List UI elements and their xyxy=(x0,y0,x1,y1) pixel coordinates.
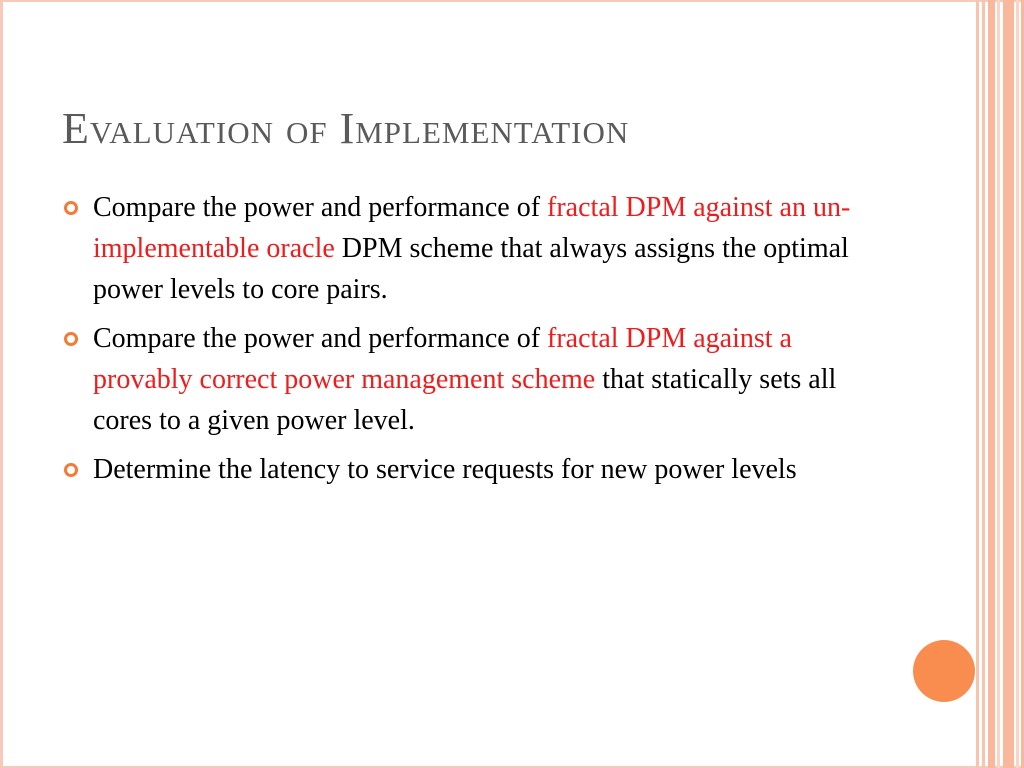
circle-bullet-icon xyxy=(64,201,78,215)
decorative-circle xyxy=(913,640,975,702)
bullet-list xyxy=(64,187,854,498)
decorative-stripe xyxy=(988,0,995,768)
bullet-text: DPM scheme that always assigns the optimal power levels to core pairs. xyxy=(93,233,849,305)
decorative-stripe xyxy=(1003,0,1014,768)
bullet-text: Compare the power and performance of xyxy=(93,192,548,223)
bullet-item xyxy=(64,449,854,490)
bullet-highlight: fractal DPM against a provably correct power management scheme xyxy=(93,323,792,395)
decorative-stripe xyxy=(976,0,979,768)
bullet-text: that statically sets all cores to a given power level. xyxy=(93,364,837,436)
frame-top-border xyxy=(0,0,1024,2)
bullet-item xyxy=(64,187,854,310)
slide-title: Evaluation of Implementation xyxy=(62,104,630,153)
decorative-stripe xyxy=(997,0,1000,768)
bullet-item xyxy=(64,318,854,441)
frame-left-border xyxy=(0,0,3,768)
bullet-text: Compare the power and performance of xyxy=(93,323,548,354)
bullet-text: Determine the latency to service requests for new power levels xyxy=(93,454,797,485)
decorative-stripe xyxy=(982,0,985,768)
bullet-highlight: fractal DPM against an un-implementable oracle xyxy=(93,192,851,264)
decorative-stripe xyxy=(1016,0,1019,768)
circle-bullet-icon xyxy=(64,463,78,477)
circle-bullet-icon xyxy=(64,332,78,346)
